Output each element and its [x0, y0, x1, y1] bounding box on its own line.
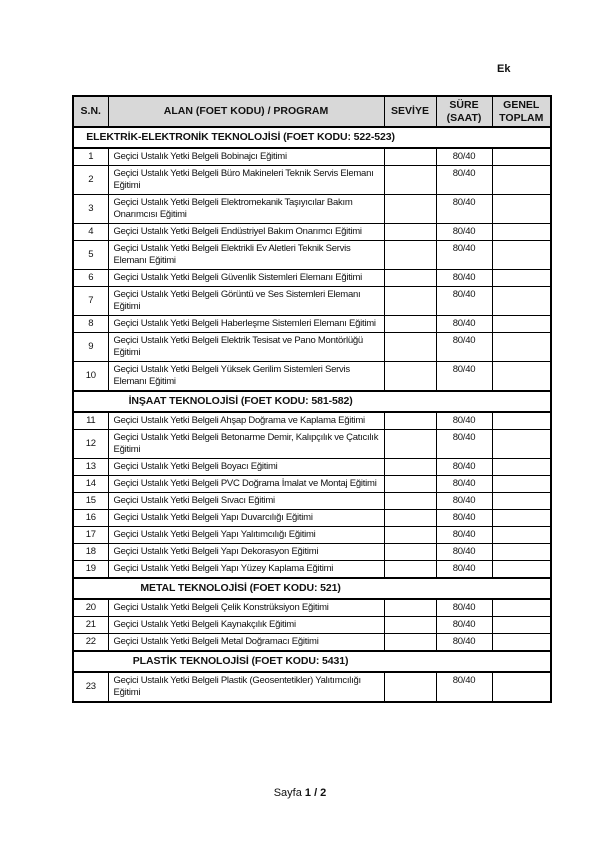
row-genel-toplam-cell: [492, 166, 551, 195]
table-header-row: [73, 96, 551, 127]
section-header-cell: [73, 391, 551, 412]
page-footer: [0, 787, 600, 799]
row-seviye-cell: [384, 148, 436, 166]
row-genel-toplam-cell: [492, 493, 551, 510]
row-program-cell: Geçici Ustalık Yetki Belgeli Boyacı Eğitimi: [108, 459, 384, 476]
row-seviye-cell: [384, 561, 436, 579]
column-header-sn: S.N.: [73, 96, 108, 127]
row-genel-toplam-cell: [492, 476, 551, 493]
row-program-cell: Geçici Ustalık Yetki Belgeli Yapı Yalıtımcılığı Eğitimi: [108, 527, 384, 544]
row-seviye-cell: [384, 195, 436, 224]
row-seviye-cell: [384, 270, 436, 287]
row-genel-toplam-cell: [492, 333, 551, 362]
row-seviye-cell: [384, 459, 436, 476]
row-sure-cell: 80/40: [436, 510, 492, 527]
row-program-cell: Geçici Ustalık Yetki Belgeli Elektrikli Ev Aletleri Teknik Servis Elemanı Eğitimi: [108, 241, 384, 270]
column-header-seviye: SEVİYE: [384, 96, 436, 127]
row-program-cell: Geçici Ustalık Yetki Belgeli Plastik (Geosentetikler) Yalıtımcılığı Eğitimi: [108, 672, 384, 702]
row-seviye-cell: [384, 166, 436, 195]
row-genel-toplam-cell: [492, 316, 551, 333]
row-program-cell: Geçici Ustalık Yetki Belgeli PVC Doğrama İmalat ve Montaj Eğitimi: [108, 476, 384, 493]
row-seviye-cell: [384, 316, 436, 333]
row-sure-cell: 80/40: [436, 493, 492, 510]
row-number-cell: 21: [73, 617, 108, 634]
row-program-cell: Geçici Ustalık Yetki Belgeli Bobinajcı Eğitimi: [108, 148, 384, 166]
row-program-cell: Geçici Ustalık Yetki Belgeli Elektromekanik Taşıyıcılar Bakım Onarımcısı Eğitimi: [108, 195, 384, 224]
row-number-cell: 16: [73, 510, 108, 527]
row-sure-cell: 80/40: [436, 430, 492, 459]
table-row: [73, 544, 551, 561]
row-number-cell: 13: [73, 459, 108, 476]
table-row: [73, 224, 551, 241]
row-seviye-cell: [384, 634, 436, 652]
row-genel-toplam-cell: [492, 527, 551, 544]
row-program-cell: Geçici Ustalık Yetki Belgeli Yapı Duvarcılığı Eğitimi: [108, 510, 384, 527]
column-header-program: ALAN (FOET KODU) / PROGRAM: [108, 96, 384, 127]
section-header-row: [73, 391, 551, 412]
section-header-cell: [73, 127, 551, 148]
row-number-cell: 5: [73, 241, 108, 270]
row-number-cell: 22: [73, 634, 108, 652]
row-genel-toplam-cell: [492, 362, 551, 392]
row-genel-toplam-cell: [492, 459, 551, 476]
row-seviye-cell: [384, 362, 436, 392]
table-body: [73, 127, 551, 702]
row-program-cell: Geçici Ustalık Yetki Belgeli Elektrik Tesisat ve Pano Montörlüğü Eğitimi: [108, 333, 384, 362]
row-sure-cell: 80/40: [436, 544, 492, 561]
row-number-cell: 3: [73, 195, 108, 224]
row-sure-cell: 80/40: [436, 195, 492, 224]
row-sure-cell: 80/40: [436, 476, 492, 493]
row-genel-toplam-cell: [492, 287, 551, 316]
column-header-sure: SÜRE (SAAT): [436, 96, 492, 127]
footer-page-number: 1 / 2: [304, 787, 327, 799]
row-sure-cell: 80/40: [436, 316, 492, 333]
row-sure-cell: 80/40: [436, 333, 492, 362]
row-number-cell: 7: [73, 287, 108, 316]
table-row: [73, 270, 551, 287]
section-title: METAL TEKNOLOJİSİ (FOET KODU: 521): [140, 582, 341, 594]
row-sure-cell: 80/40: [436, 224, 492, 241]
row-genel-toplam-cell: [492, 634, 551, 652]
row-program-cell: Geçici Ustalık Yetki Belgeli Yapı Yüzey Kaplama Eğitimi: [108, 561, 384, 579]
table-row: [73, 476, 551, 493]
section-title: PLASTİK TEKNOLOJİSİ (FOET KODU: 5431): [132, 655, 349, 667]
row-program-cell: Geçici Ustalık Yetki Belgeli Yüksek Gerilim Sistemleri Servis Elemanı Eğitimi: [108, 362, 384, 392]
row-seviye-cell: [384, 493, 436, 510]
table-row: [73, 459, 551, 476]
row-number-cell: 14: [73, 476, 108, 493]
row-number-cell: 4: [73, 224, 108, 241]
table-row: [73, 672, 551, 702]
row-genel-toplam-cell: [492, 148, 551, 166]
table-header: [73, 96, 551, 127]
row-seviye-cell: [384, 476, 436, 493]
row-program-cell: Geçici Ustalık Yetki Belgeli Büro Makineleri Teknik Servis Elemanı Eğitimi: [108, 166, 384, 195]
row-genel-toplam-cell: [492, 510, 551, 527]
table-row: [73, 617, 551, 634]
row-genel-toplam-cell: [492, 599, 551, 617]
row-seviye-cell: [384, 672, 436, 702]
section-header-cell: [73, 578, 551, 599]
section-title: ELEKTRİK-ELEKTRONİK TEKNOLOJİSİ (FOET KODU: 522-523): [86, 131, 395, 143]
row-sure-cell: 80/40: [436, 599, 492, 617]
table-row: [73, 412, 551, 430]
row-sure-cell: 80/40: [436, 166, 492, 195]
row-number-cell: 17: [73, 527, 108, 544]
row-sure-cell: 80/40: [436, 270, 492, 287]
section-header-row: [73, 578, 551, 599]
row-seviye-cell: [384, 510, 436, 527]
table-row: [73, 527, 551, 544]
row-seviye-cell: [384, 241, 436, 270]
row-sure-cell: 80/40: [436, 527, 492, 544]
section-header-cell: [73, 651, 551, 672]
table-row: [73, 166, 551, 195]
row-seviye-cell: [384, 544, 436, 561]
row-genel-toplam-cell: [492, 224, 551, 241]
table-row: [73, 510, 551, 527]
row-genel-toplam-cell: [492, 241, 551, 270]
row-genel-toplam-cell: [492, 430, 551, 459]
row-seviye-cell: [384, 617, 436, 634]
row-program-cell: Geçici Ustalık Yetki Belgeli Metal Doğramacı Eğitimi: [108, 634, 384, 652]
row-seviye-cell: [384, 412, 436, 430]
row-genel-toplam-cell: [492, 561, 551, 579]
table-row: [73, 362, 551, 392]
row-seviye-cell: [384, 599, 436, 617]
row-genel-toplam-cell: [492, 270, 551, 287]
row-program-cell: Geçici Ustalık Yetki Belgeli Güvenlik Sistemleri Elemanı Eğitimi: [108, 270, 384, 287]
row-sure-cell: 80/40: [436, 412, 492, 430]
row-program-cell: Geçici Ustalık Yetki Belgeli Betonarme Demir, Kalıpçılık ve Çatıcılık Eğitimi: [108, 430, 384, 459]
row-number-cell: 19: [73, 561, 108, 579]
row-genel-toplam-cell: [492, 544, 551, 561]
row-sure-cell: 80/40: [436, 459, 492, 476]
row-seviye-cell: [384, 527, 436, 544]
row-program-cell: Geçici Ustalık Yetki Belgeli Haberleşme Sistemleri Elemanı Eğitimi: [108, 316, 384, 333]
row-number-cell: 12: [73, 430, 108, 459]
row-sure-cell: 80/40: [436, 287, 492, 316]
row-program-cell: Geçici Ustalık Yetki Belgeli Görüntü ve Ses Sistemleri Elemanı Eğitimi: [108, 287, 384, 316]
table-row: [73, 634, 551, 652]
table-row: [73, 561, 551, 579]
row-number-cell: 9: [73, 333, 108, 362]
row-program-cell: Geçici Ustalık Yetki Belgeli Endüstriyel Bakım Onarımcı Eğitimi: [108, 224, 384, 241]
row-seviye-cell: [384, 287, 436, 316]
row-genel-toplam-cell: [492, 672, 551, 702]
row-genel-toplam-cell: [492, 617, 551, 634]
table-row: [73, 333, 551, 362]
row-sure-cell: 80/40: [436, 561, 492, 579]
table-row: [73, 599, 551, 617]
column-header-genel-toplam: GENEL TOPLAM: [492, 96, 551, 127]
table-row: [73, 148, 551, 166]
program-table: [72, 95, 552, 703]
table-row: [73, 493, 551, 510]
row-number-cell: 8: [73, 316, 108, 333]
row-number-cell: 2: [73, 166, 108, 195]
row-program-cell: Geçici Ustalık Yetki Belgeli Ahşap Doğrama ve Kaplama Eğitimi: [108, 412, 384, 430]
row-number-cell: 18: [73, 544, 108, 561]
footer-label: Sayfa: [273, 787, 302, 799]
row-program-cell: Geçici Ustalık Yetki Belgeli Çelik Konstrüksiyon Eğitimi: [108, 599, 384, 617]
row-number-cell: 6: [73, 270, 108, 287]
row-number-cell: 10: [73, 362, 108, 392]
row-seviye-cell: [384, 224, 436, 241]
attachment-label: Ek: [497, 63, 511, 75]
table-row: [73, 287, 551, 316]
row-sure-cell: 80/40: [436, 241, 492, 270]
row-seviye-cell: [384, 430, 436, 459]
row-seviye-cell: [384, 333, 436, 362]
row-genel-toplam-cell: [492, 412, 551, 430]
row-number-cell: 23: [73, 672, 108, 702]
row-program-cell: Geçici Ustalık Yetki Belgeli Kaynakçılık Eğitimi: [108, 617, 384, 634]
row-number-cell: 15: [73, 493, 108, 510]
section-header-row: [73, 651, 551, 672]
row-sure-cell: 80/40: [436, 634, 492, 652]
row-number-cell: 1: [73, 148, 108, 166]
section-header-row: [73, 127, 551, 148]
table-row: [73, 430, 551, 459]
row-sure-cell: 80/40: [436, 362, 492, 392]
row-program-cell: Geçici Ustalık Yetki Belgeli Sıvacı Eğitimi: [108, 493, 384, 510]
table-row: [73, 195, 551, 224]
row-sure-cell: 80/40: [436, 148, 492, 166]
table-row: [73, 316, 551, 333]
section-title: İNŞAAT TEKNOLOJİSİ (FOET KODU: 581-582): [128, 395, 353, 407]
row-sure-cell: 80/40: [436, 617, 492, 634]
row-number-cell: 11: [73, 412, 108, 430]
row-genel-toplam-cell: [492, 195, 551, 224]
row-sure-cell: 80/40: [436, 672, 492, 702]
row-program-cell: Geçici Ustalık Yetki Belgeli Yapı Dekorasyon Eğitimi: [108, 544, 384, 561]
table-row: [73, 241, 551, 270]
row-number-cell: 20: [73, 599, 108, 617]
